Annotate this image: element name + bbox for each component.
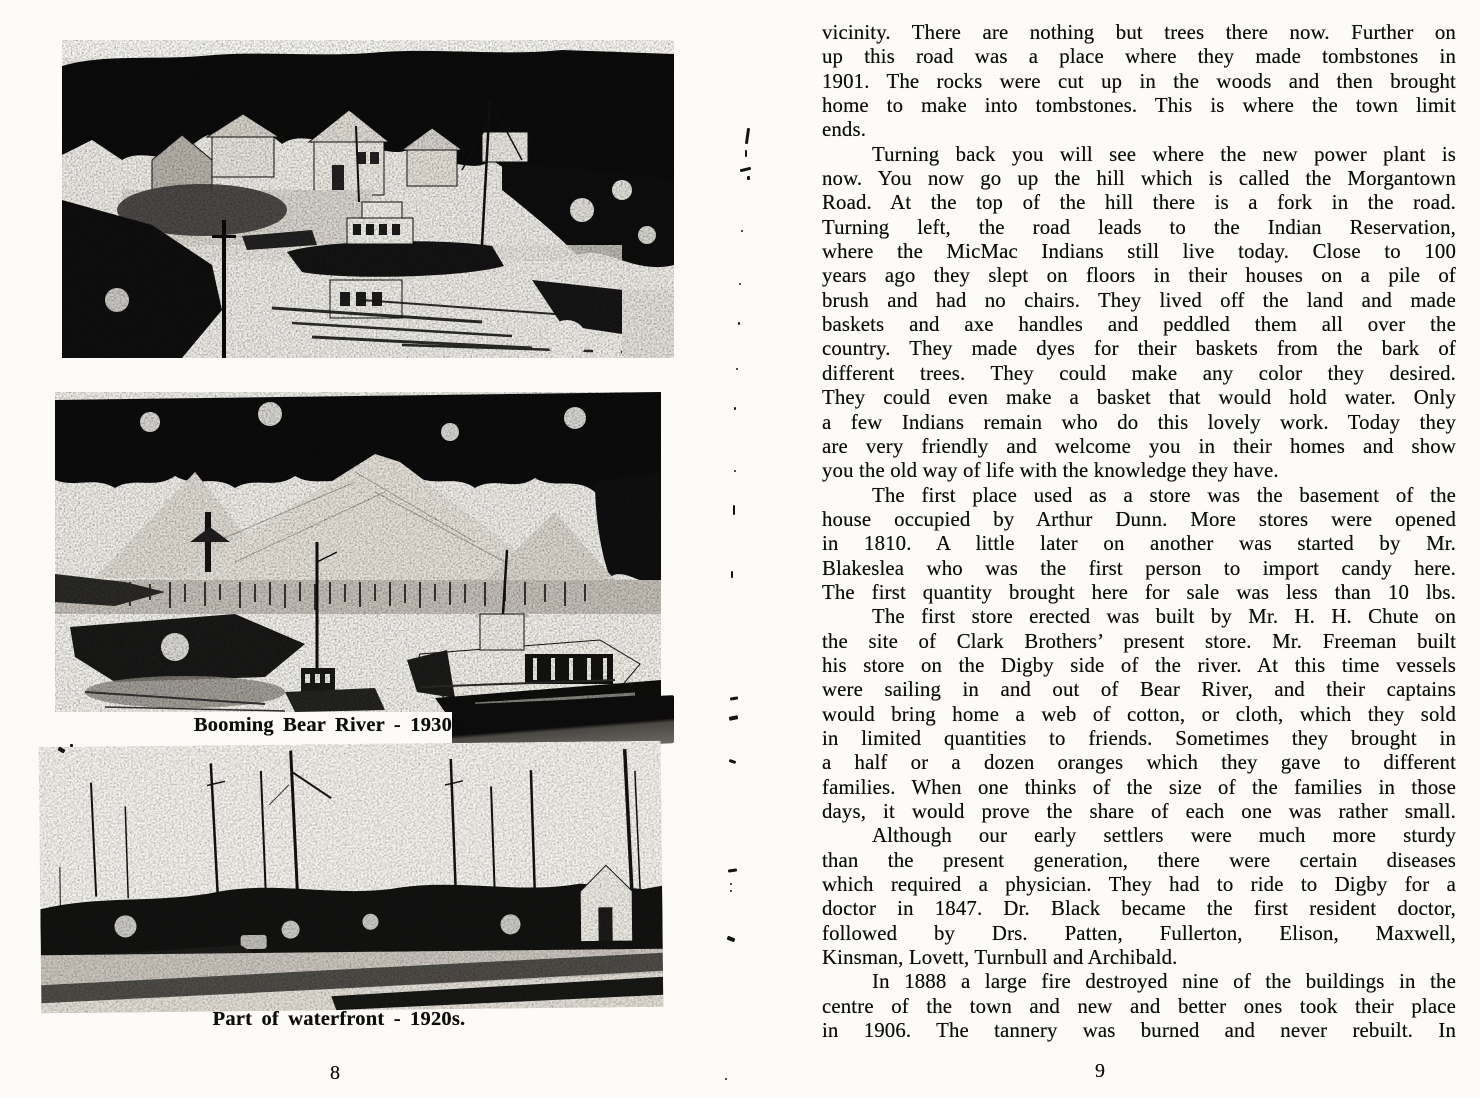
scan-artifact — [729, 759, 737, 764]
photo-booming-bear-river — [55, 392, 661, 712]
text-line: house occupied by Arthur Dunn. More stores were opened — [822, 507, 1456, 531]
scan-artifact — [733, 505, 735, 515]
photo-caption-waterfront: Part of waterfront - 1920s. — [212, 1008, 466, 1030]
text-line: a few Indians remain who do this lovely work. Today they — [822, 410, 1456, 434]
text-line: The first store erected was built by Mr. H. H. Chute on — [872, 605, 1456, 629]
text-line: In 1888 a large fire destroyed nine of the buildings in the — [872, 970, 1456, 994]
photo-caption-booming-bear-river: Booming Bear River - 1930's — [193, 714, 467, 736]
text-line: baskets and axe handles and peddled them all over the — [822, 313, 1456, 337]
photo-village-harbour-image — [62, 40, 674, 358]
text-line: Turning back you will see where the new power plant is — [872, 142, 1456, 166]
text-line: followed by Drs. Patten, Fullerton, Elison, Maxwell, — [822, 921, 1456, 945]
scan-artifact — [70, 744, 73, 747]
paragraph — [822, 484, 1456, 606]
text-line: were sailing in and out of Bear River, and their captains — [822, 678, 1456, 702]
text-line: families. When one thinks of the size of the families in those — [822, 775, 1456, 799]
text-line: country. They made dyes for their baskets from the bark of — [822, 337, 1456, 361]
scan-artifact — [740, 167, 751, 173]
body-text — [822, 21, 1456, 1043]
text-line: which required a physician. They had to ride to Digby for a — [822, 873, 1456, 897]
scan-artifact — [734, 470, 736, 472]
photo-waterfront-image — [39, 741, 664, 1013]
photo-waterfront — [39, 741, 664, 1013]
text-line: brush and had no chairs. They lived off the land and made — [822, 288, 1456, 312]
scan-artifact — [727, 936, 736, 943]
scan-artifact — [725, 1078, 727, 1080]
scan-artifact — [730, 883, 732, 885]
text-line: centre of the town and new and better ones took their place — [822, 994, 1456, 1018]
text-line: the site of Clark Brothers’ present store. Mr. Freeman built — [822, 629, 1456, 653]
text-line: you the old way of life with the knowledge they have. — [822, 459, 1279, 483]
text-line: would bring home a web of cotton, or cloth, which they sold — [822, 702, 1456, 726]
scan-artifact — [741, 230, 743, 232]
scan-artifact — [734, 407, 736, 410]
page-number-right: 9 — [1095, 1060, 1105, 1082]
text-line: Turning left, the road leads to the Indian Reservation, — [822, 215, 1456, 239]
text-line: in 1810. A little later on another was started by Mr. — [822, 532, 1456, 556]
scan-artifact — [728, 868, 737, 872]
text-line: in 1906. The tannery was burned and never rebuilt. In — [822, 1019, 1456, 1043]
text-line: where the MicMac Indians still live today. Close to 100 — [822, 240, 1456, 264]
text-line: Kinsman, Lovett, Turnbull and Archibald. — [822, 946, 1178, 970]
paragraph — [822, 970, 1456, 1043]
paragraph — [822, 21, 1456, 143]
text-line: than the present generation, there were certain diseases — [822, 848, 1456, 872]
scan-artifact — [745, 128, 750, 144]
text-line: years ago they slept on floors in their houses on a pile of — [822, 264, 1456, 288]
page-number-left: 8 — [330, 1062, 340, 1084]
text-line: vicinity. There are nothing but trees there now. Further on — [822, 21, 1456, 44]
text-line: ends. — [822, 118, 867, 142]
text-line: up this road was a place where they made tombstones in — [822, 45, 1456, 69]
text-line: home to make into tombstones. This is where the town limit — [822, 94, 1456, 118]
photo-booming-bear-river-image — [55, 392, 661, 712]
scan-artifact — [730, 696, 738, 700]
text-line: different trees. They could make any color they desired. — [822, 361, 1456, 385]
scan-artifact — [745, 150, 747, 157]
text-line: The first quantity brought here for sale was less than 10 lbs. — [822, 580, 1456, 604]
scan-artifact — [738, 322, 740, 325]
text-line: now. You now go up the hill which is called the Morgantown — [822, 167, 1456, 191]
text-line: Blakeslea who was the first person to import candy here. — [822, 556, 1456, 580]
paragraph — [822, 143, 1456, 484]
text-line: 1901. The rocks were cut up in the woods and then brought — [822, 69, 1456, 93]
text-line: Although our early settlers were much more sturdy — [872, 824, 1456, 848]
paragraph — [822, 605, 1456, 824]
paragraph — [822, 824, 1456, 970]
text-line: days, it would prove the share of each one was rather small. — [822, 800, 1456, 823]
text-line: a half or a dozen oranges which they gave to different — [822, 751, 1456, 775]
text-line: Road. At the top of the hill there is a fork in the road. — [822, 191, 1456, 215]
scan-artifact — [747, 176, 750, 180]
text-line: They could even make a basket that would hold water. Only — [822, 386, 1456, 410]
scan-artifact — [730, 890, 732, 892]
scan-artifact — [731, 571, 733, 578]
text-line: doctor in 1847. Dr. Black became the first resident doctor, — [822, 897, 1456, 921]
text-line: The first place used as a store was the basement of the — [872, 483, 1456, 507]
text-line: in limited quantities to friends. Sometimes they brought in — [822, 726, 1456, 750]
photo-village-harbour — [62, 40, 674, 358]
scan-artifact — [739, 283, 741, 285]
text-line: are very friendly and welcome you in their homes and show — [822, 434, 1456, 458]
scan-artifact — [736, 368, 738, 370]
text-line: his store on the Digby side of the river. At this time vessels — [822, 653, 1456, 677]
scan-artifact — [729, 715, 739, 721]
